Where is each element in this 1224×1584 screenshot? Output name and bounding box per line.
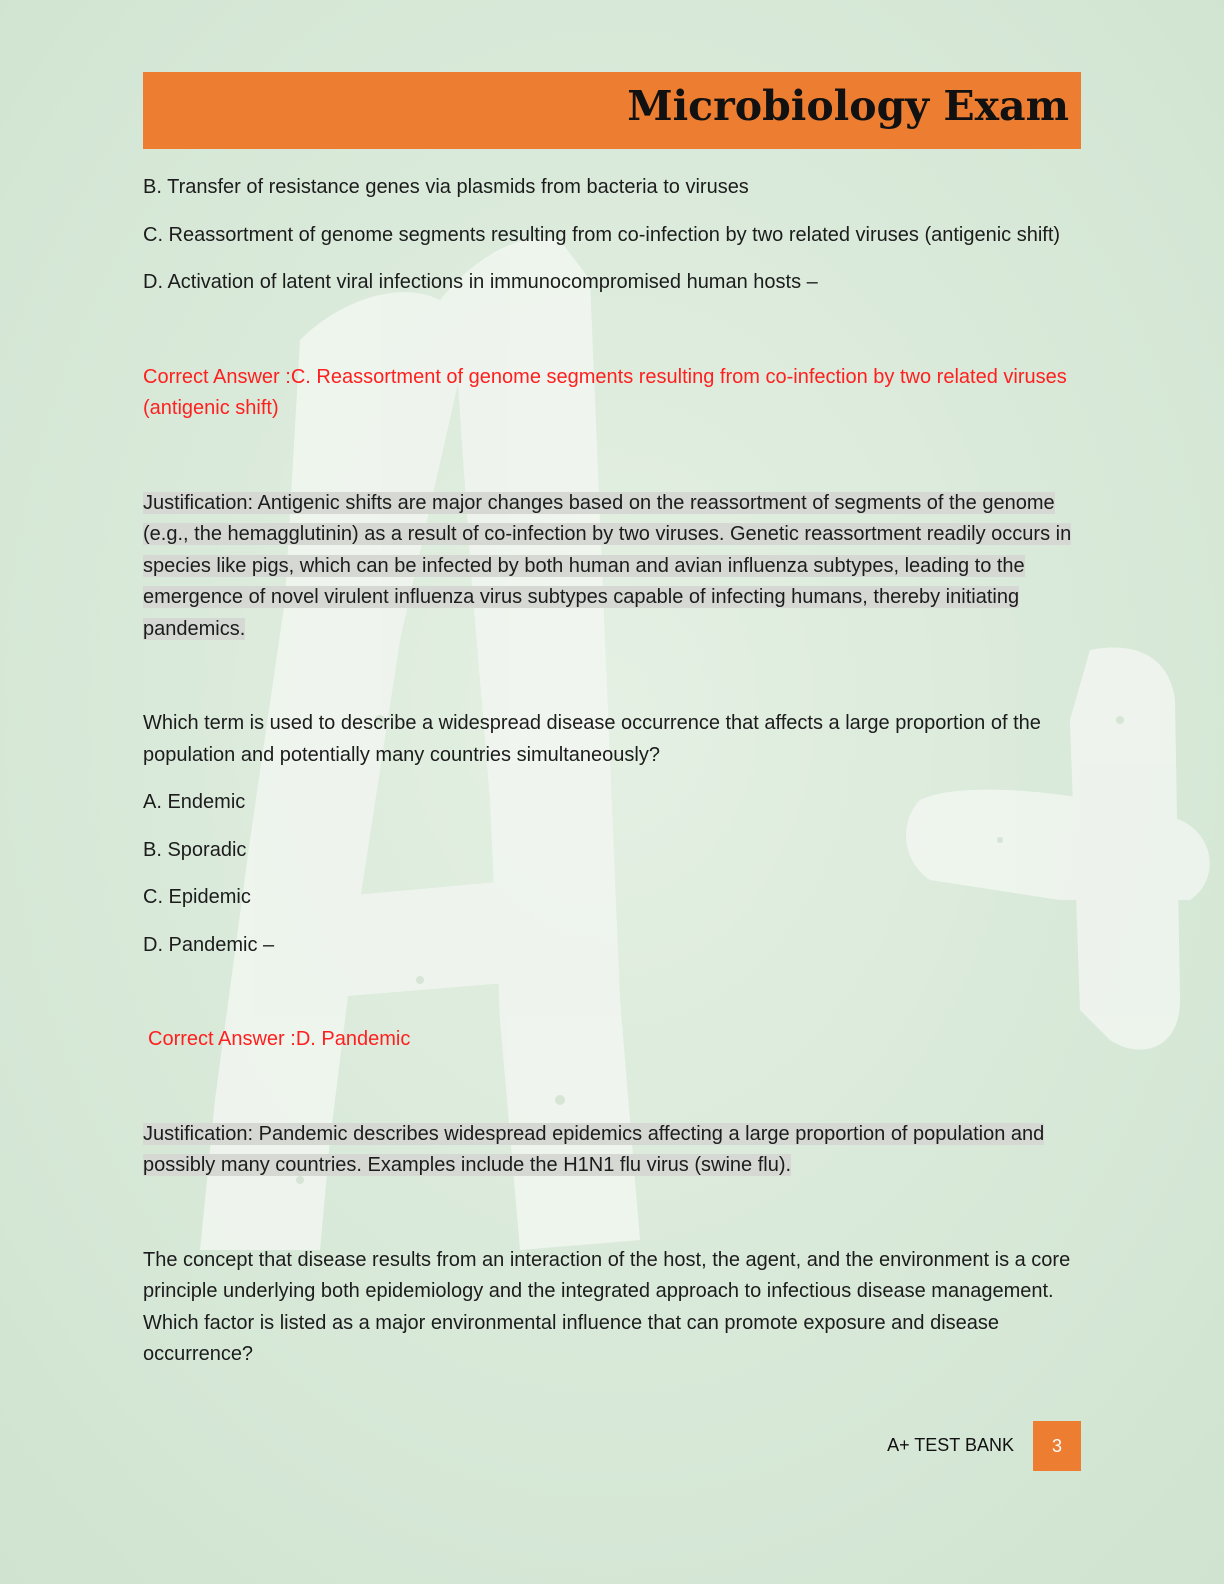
spacer	[143, 1056, 1078, 1119]
q1-option-b: B. Transfer of resistance genes via plasmids from bacteria to viruses	[143, 176, 749, 198]
spacer	[143, 977, 1078, 1024]
q2-option-c: C. Epidemic	[143, 886, 251, 908]
page-number: 3	[1033, 1421, 1081, 1471]
footer	[0, 1421, 1224, 1471]
q1-option-d: D. Activation of latent viral infections in immunocompromised human hosts –	[143, 271, 818, 293]
q3-question: The concept that disease results from an interaction of the host, the agent, and the environment is a core principle underlying both epidemiology and the integrated approach to infectious disease management. Which factor is listed as a major environmental influence that can promote exposure and disease occurrence?	[143, 1248, 1071, 1365]
q2-correct-answer: Correct Answer :D. Pandemic	[148, 1028, 411, 1050]
q1-option-c: C. Reassortment of genome segments resulting from co-infection by two related viruses (antigenic shift)	[143, 223, 1061, 246]
q2-justification	[143, 1119, 1078, 1182]
q2-question: Which term is used to describe a widespread disease occurrence that affects a large proportion of the population and potentially many countries simultaneously?	[143, 712, 1041, 766]
document-body	[143, 172, 1078, 1371]
q2-option-a: A. Endemic	[143, 791, 246, 813]
q2-option-b: B. Sporadic	[143, 838, 247, 861]
header-banner	[143, 72, 1081, 149]
spacer	[143, 315, 1078, 362]
q2-justification-text: Justification: Pandemic describes widespread epidemics affecting a large proportion of population and possibly many countries. Examples include the H1N1 flu virus (swine flu).	[143, 1122, 1045, 1176]
q1-justification	[143, 488, 1078, 646]
q1-justification-text: Justification: Antigenic shifts are major changes based on the reassortment of segments of the genome (e.g., the hemagglutinin) as a result of co-infection by two viruses. Genetic reassortment readily occurs in species like pigs, which can be infected by both human and avian influenza subtypes, leading to the emergence of novel virulent influenza virus subtypes capable of infecting humans, thereby initiating pandemics.	[143, 491, 1072, 640]
spacer	[143, 645, 1078, 708]
page-title: Microbiology Exam	[627, 82, 1069, 130]
spacer	[143, 1182, 1078, 1245]
spacer	[143, 425, 1078, 488]
footer-label: A+ TEST BANK	[887, 1435, 1014, 1455]
q1-correct-answer: Correct Answer :C. Reassortment of genome segments resulting from co-infection by two related viruses (antigenic shift)	[143, 365, 1067, 419]
q2-option-d: D. Pandemic –	[143, 933, 275, 956]
